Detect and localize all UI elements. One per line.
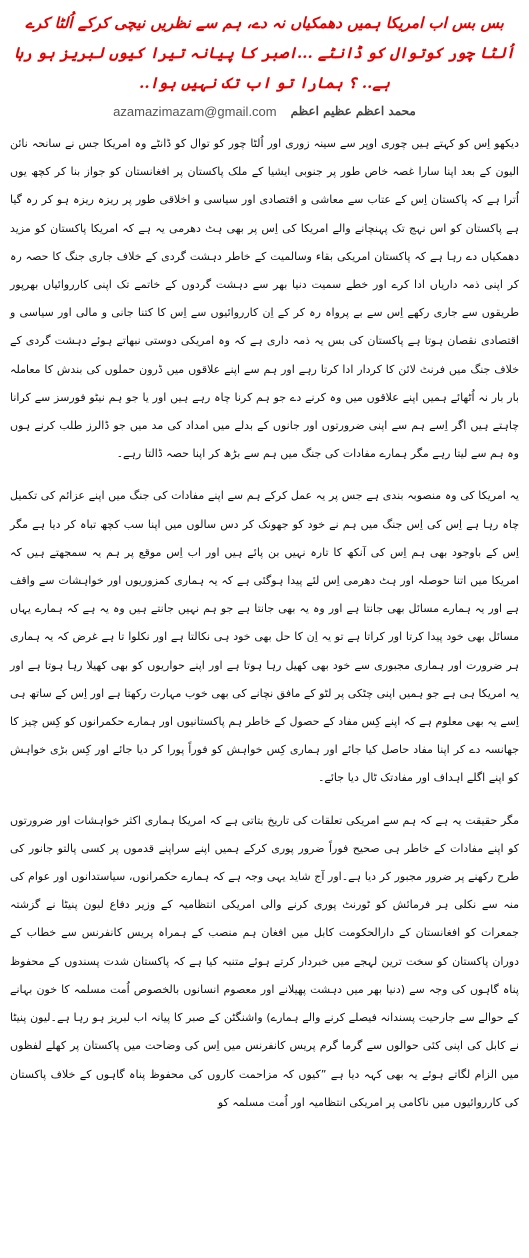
- byline: [10, 100, 519, 122]
- author-email: azamazimazam@gmail.com: [113, 103, 277, 119]
- paragraph-1: دیکھو اِس کو کہتے ہیں چوری اوپر سے سینہ زوری اور اُلٹا چور کو توال کو ڈانٹے وہ امریکا جس نے سانحہ نائن الیون کے بعد اپنا سارا غصہ خاص طور پر جنوبی ایشیا کے ملک پاکستان پر افغانستان کو جواز بنا کر کچھ یوں اُترا ہے کہ پاکستان اِس کے عتاب سے معاشی و اقتصادی اور سیاسی و اخلاقی طور پر ریزہ ریزہ ہو کر رہ گیا ہے پاکستان کو اس نہج تک پہنچانے والے امریکا کی اِس پر بھی ہٹ دھرمی یہ ہے کہ امریکا پاکستان کو مزید دھمکیاں دے رہا ہے کہ پاکستان امریکی بقاء وسالمیت کے خاطر دہشت گردی کے خلاف جاری جنگ کا حصہ رہ کر اپنی ذمہ داریاں ادا کرے اور خطے سمیت دنیا بھر سے دہشت گردوں کے خاتمے تک اپنی کارروائیاں بھرپور طریقوں سے جاری رکھے اِس سے بے پرواہ رہ کر کے اِن کارروائیوں سے اِس کا کتنا جانی و مالی اور سیاسی و اقتصادی نقصان ہوتا ہے پاکستان کی بس یہ ذمہ داری ہے کہ وہ امریکی دوستی نبھاتے ہوئے دہشت گردی کے خلاف جنگ میں فرنٹ لائن کا کردار ادا کرتا رہے اور ہم سے اپنے علاقوں میں ڈرون حملوں کی بندش کا معاملہ بار بار نہ اُٹھائے ہمیں اپنے علاقوں میں وہ کرنے دے جو ہم کرنا چاہ رہے ہیں اور یا جو ہم نیٹو فورسز سے کرانا چاہتے ہیں اگر اِسے ہم سے اپنی ضرورتوں اور جانوں کے بدلے میں امداد کی مد میں جو ڈالرز طلب کرنے ہوں وہ ہم سے لیتا رہے مگر ہمارے مفادات کی جنگ میں ہم سے بڑھ کر اپنا حصہ ڈالتا رہے۔: [10, 137, 519, 461]
- article-body: [10, 130, 519, 1117]
- paragraph-2: یہ امریکا کی وہ منصوبہ بندی ہے جس پر یہ عمل کرکے ہم سے اپنے مفادات کی جنگ میں اپنے عزائم کی تکمیل چاہ رہا ہے اِس کی اِس جنگ میں ہم نے خود کو جھونک کر دس سالوں میں اپنا سب کچھ تباہ کر دیا ہے مگر اِس کے باوجود بھی ہم اِس کی آنکھ کا تارہ نہیں بن پائے ہیں اور اب اِس موقع پر ہم یہ سمجھتے ہیں کہ امریکا میں اتنا حوصلہ اور ہٹ دھرمی اِس لئے پیدا ہوگئی ہے کہ یہ ہماری کمزوریوں اور خواہشات سے واقف ہے اور یہ ہمارے مسائل بھی جانتا ہے اور وہ یہ بھی جانتا ہے جو ہم نہیں جانتے ہیں وہ یہ ہے کہ ہمارے یہاں مسائل بھی خود پیدا کرتا اور کراتا ہے تو یہ اِن کا حل بھی خود ہی نکالتا ہے اور نکلوا تا ہے غرض کہ یہ ہماری ہر ضرورت اور ہماری مجبوری سے خود بھی کھیل رہا ہوتا ہے اور اپنے حواریوں کو بھی کھیلا رہا ہوتا ہے اور یہ امریکا ہی ہے جو ہمیں اپنی چٹکی پر لٹو کے مافق نچانے کی بھی خوب مہارت رکھتا ہے اور اِس کے ساتھ ہی اِسے یہ بھی معلوم ہے کہ اپنے کِس مفاد کے حصول کے خاطر ہم پاکستانیوں اور ہمارے حکمرانوں کو کِس چیز کا جھانسہ دے کر اپنا مفاد حاصل کیا جائے اور ہماری کِس خواہش کو فوراً پورا کر دیا جائے اور کِس بڑی خواہش کو اپنے اگلے اہداف اور مفادتک ٹال دیا جائے۔: [10, 489, 519, 785]
- headline: [10, 8, 519, 98]
- paragraph-3: مگر حقیقت یہ ہے کہ ہم سے امریکی تعلقات کی تاریخ بتاتی ہے کہ امریکا ہماری اکثر خواہشات اور ضرورتوں کو اپنے مفادات کے خاطر ہی صحیح فوراً ضرور پوری کرکے ہمیں اپنے سراپنے قدموں پر کسی پالتو جانور کی طرح رکھنے پر ضرور مجبور کر دیا ہے۔اور آج شاید یہی وجہ ہے کہ ہمارے حکمرانوں، سیاستدانوں اور عوام کی منہ سے نکلی ہر فرمائش کو ٹورنٹ پوری کرنے والی امریکی انتظامیہ کے وزیر دفاع لیون پنیٹا نے گزشتہ جمعرات کو افغانستان کے دارالحکومت کابل میں افغان ہم منصب کے ہمراہ پریس کانفرنس سے خطاب کے دوران پاکستان کو سخت ترین لہجے میں خبردار کرتے ہوئے متنبہ کیا ہے کہ پاکستان شدت پسندوں کے محفوظ پناہ گاہوں کی وجہ سے (دنیا بھر میں دہشت پھیلانے اور معصوم انسانوں بالخصوص اُمت مسلمہ کا خون بہانے کے حوالے سے جارحیت پسندانہ فیصلے کرنے والے ہمارے) واشنگٹن کے صبر کا پیانہ اب لبریز ہو رہا ہے۔لیون پنیٹا نے کابل کی اپنی کئی حوالوں سے گرما گرم پریس کانفرنس میں اِس کی وضاحت میں پاکستان پر کھلے لفظوں میں الزام لگاتے ہوئے یہ بھی کہہ دیا ہے ”کیوں کہ مزاحمت کاروں کی محفوظ پناہ گاہوں کے خلاف پاکستان کی کارروائیوں میں ناکامی پر امریکی انتظامیہ اور اُمت مسلمہ کو: [10, 813, 519, 1109]
- headline-line-1: بس بس اب امریکا ہمیں دھمکیاں نہ دے، ہم سے نظریں نیچی کرکے اُلٹا کرے: [25, 14, 504, 32]
- headline-line-2: اُلٹا چور کوتوال کو ڈانٹے ...اصبر کا پیانہ تیرا کیوں لبریز ہو رہا ہے.. ؟ ہمارا تو اب تک نہیں ہوا..: [14, 44, 515, 92]
- author-name: محمد اعظم عظیم اعظم: [290, 104, 416, 118]
